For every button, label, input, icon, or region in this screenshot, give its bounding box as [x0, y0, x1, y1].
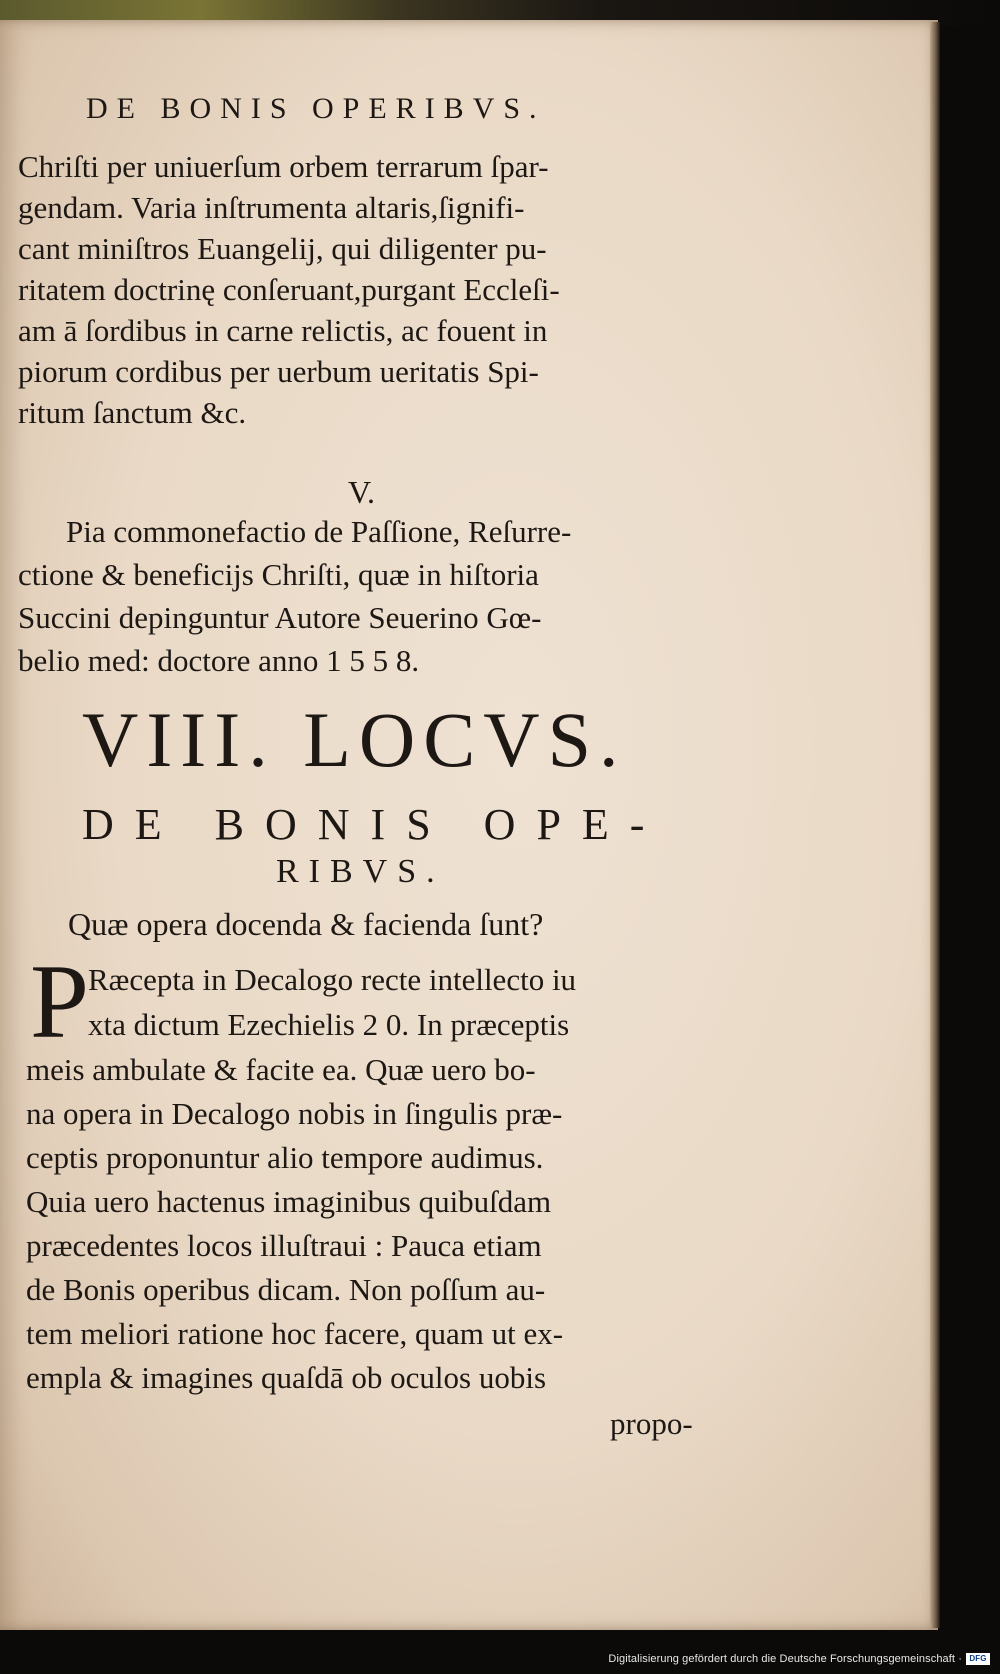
body-line: de Bonis operibus dicam. Non poſſum au-	[26, 1272, 546, 1307]
chapter-subtitle-line2: RIBVS.	[276, 853, 445, 890]
body-line: Ræcepta in Decalogo recte intellecto iu	[88, 962, 577, 997]
section-one-line: piorum cordibus per uerbum ueritatis Spi-	[18, 354, 539, 389]
chapter-title: VIII. LOCVS.	[82, 696, 627, 783]
body-line: empla & imagines quaſdā ob oculos uobis	[26, 1360, 547, 1395]
digitization-credit	[608, 1653, 990, 1665]
section-two-line: Pia commonefactio de Paſſione, Reſurre-	[66, 514, 572, 549]
body-line: na opera in Decalogo nobis in ſingulis præ-	[26, 1096, 563, 1131]
section-one-line: cant miniſtros Euangelij, qui diligenter pu-	[18, 231, 547, 266]
section-one-line: gendam. Varia inſtrumenta altaris,ſignifi-	[18, 190, 525, 225]
section-one-line: Chriſti per uniuerſum orbem terrarum ſpar-	[18, 149, 549, 184]
dfg-logo-icon: DFG	[966, 1653, 990, 1665]
section-two-line: Succini depinguntur Autore Seuerino Gœ-	[18, 600, 542, 635]
chapter-question: Quæ opera docenda & facienda ſunt?	[68, 906, 544, 942]
catchword: propo-	[610, 1406, 693, 1441]
section-one-line: am ā ſordibus in carne relictis, ac fouent in	[18, 313, 548, 348]
page-edge	[930, 22, 940, 1628]
body-line: præcedentes locos illuſtraui : Pauca etiam	[26, 1228, 542, 1263]
section-two-line: ctione & beneficijs Chriſti, quæ in hiſtoria	[18, 557, 539, 592]
credit-text: Digitalisierung gefördert durch die Deutsche Forschungsgemeinschaft ·	[608, 1653, 962, 1665]
running-head: DE BONIS OPERIBVS.	[86, 92, 546, 125]
section-numeral: V.	[348, 474, 375, 510]
section-one-line: ritatem doctrinę conſeruant,purgant Eccleſi-	[18, 272, 560, 307]
body-line: tem meliori ratione hoc facere, quam ut ex-	[26, 1316, 564, 1351]
body-line: xta dictum Ezechielis 2 0. In præceptis	[88, 1007, 570, 1042]
section-one-line: ritum ſanctum &c.	[18, 395, 247, 430]
section-two-line: belio med: doctore anno 1 5 5 8.	[18, 643, 420, 678]
chapter-subtitle-line1: DE BONIS OPE-	[82, 800, 666, 849]
drop-cap: P	[30, 943, 89, 1060]
body-line: ceptis proponuntur alio tempore audimus.	[26, 1140, 544, 1175]
body-line: Quia uero hactenus imaginibus quibuſdam	[26, 1184, 552, 1219]
body-line: meis ambulate & facite ea. Quæ uero bo-	[26, 1052, 536, 1087]
